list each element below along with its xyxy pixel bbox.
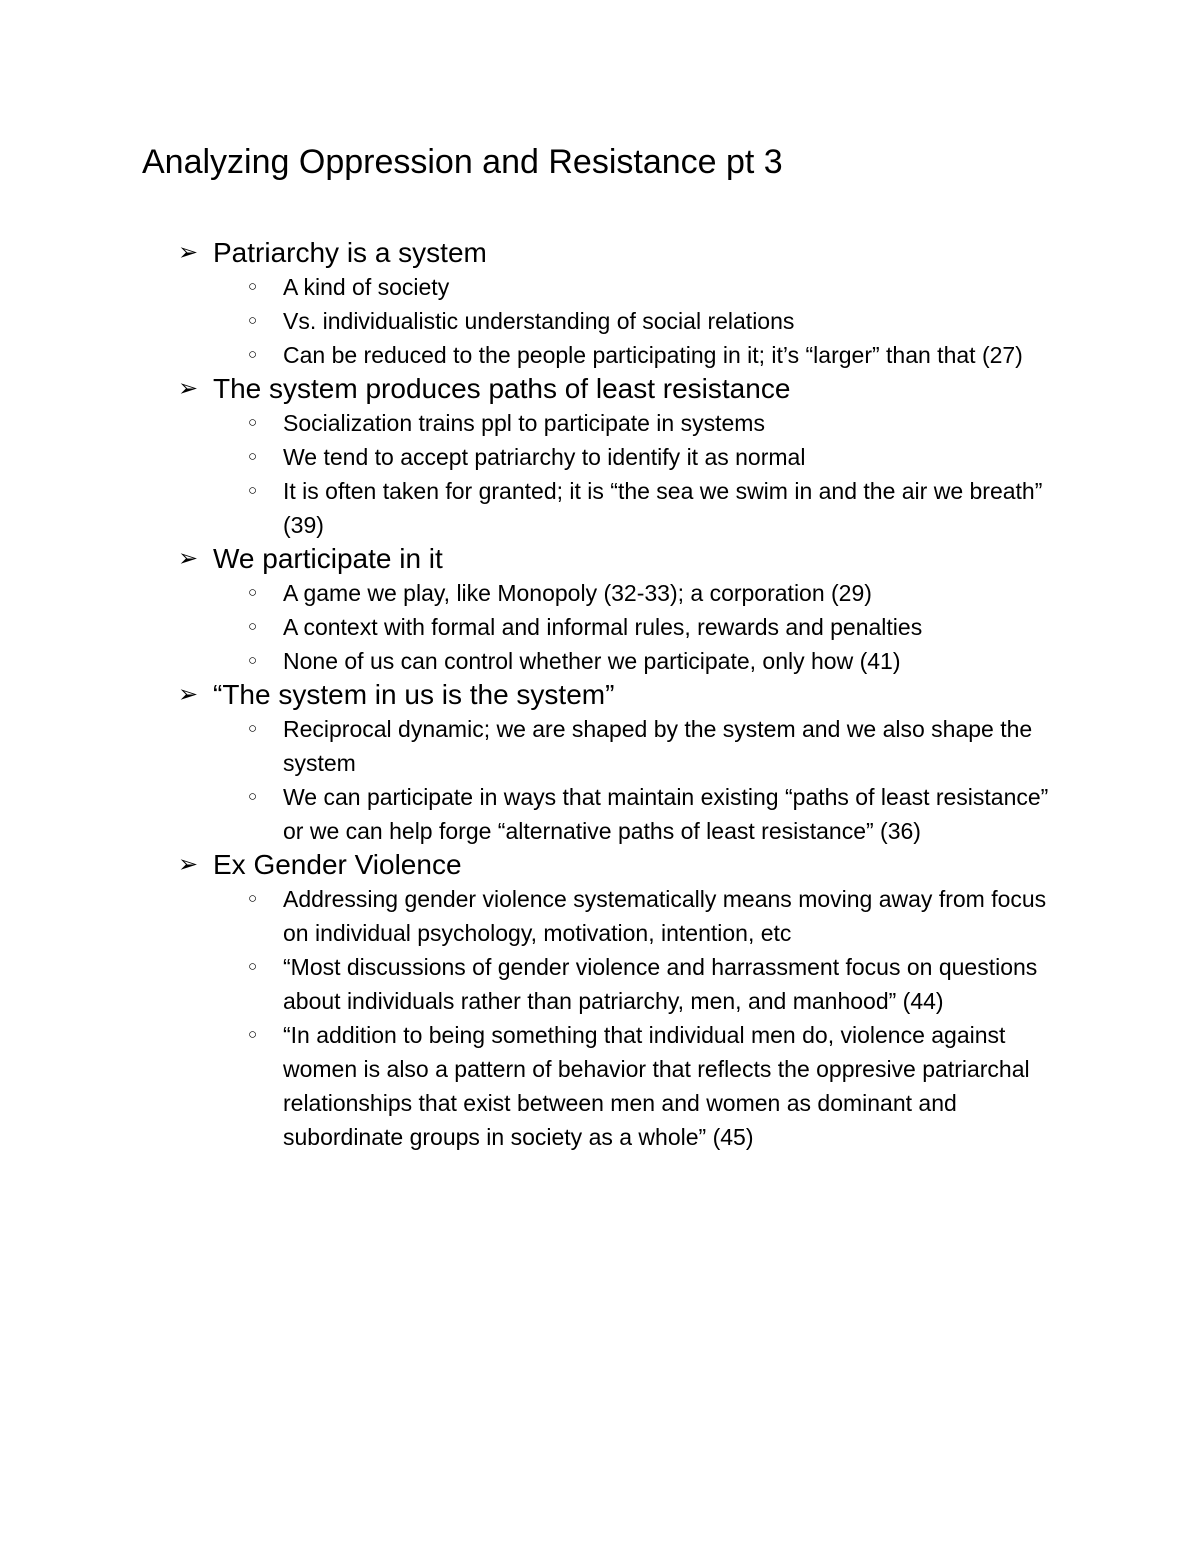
- circle-bullet-icon: ○: [248, 958, 258, 975]
- circle-bullet-icon: ○: [248, 584, 258, 601]
- list-item-text: We tend to accept patriarchy to identify it as normal: [283, 444, 806, 470]
- arrow-bullet-icon: ➢: [178, 851, 199, 878]
- list-item-text: A kind of society: [283, 274, 450, 300]
- document-title: Analyzing Oppression and Resistance pt 3: [142, 143, 783, 181]
- list-item: [0, 304, 1055, 338]
- circle-bullet-icon: ○: [248, 788, 258, 805]
- section-heading-text: “The system in us is the system”: [213, 679, 615, 710]
- outline-section: [0, 236, 1200, 372]
- list-item: [0, 644, 1055, 678]
- list-item: [0, 440, 1055, 474]
- section-heading-text: We participate in it: [213, 543, 443, 574]
- list-item: [0, 1018, 1055, 1154]
- section-heading: [0, 678, 1200, 712]
- sub-list: [0, 270, 1200, 372]
- outline-section: [0, 542, 1200, 678]
- arrow-bullet-icon: ➢: [178, 545, 199, 572]
- section-heading-text: Ex Gender Violence: [213, 849, 462, 880]
- list-item-text: It is often taken for granted; it is “the sea we swim in and the air we breath” (39): [283, 478, 1043, 538]
- circle-bullet-icon: ○: [248, 1026, 258, 1043]
- sub-list: [0, 406, 1200, 542]
- sub-list: [0, 882, 1200, 1154]
- circle-bullet-icon: ○: [248, 482, 258, 499]
- sub-list: [0, 576, 1200, 678]
- circle-bullet-icon: ○: [248, 414, 258, 431]
- list-item: [0, 406, 1055, 440]
- circle-bullet-icon: ○: [248, 890, 258, 907]
- list-item: [0, 950, 1055, 1018]
- list-item: [0, 474, 1055, 542]
- circle-bullet-icon: ○: [248, 346, 258, 363]
- list-item: [0, 882, 1055, 950]
- outline-list: [0, 236, 1200, 1154]
- outline-section: [0, 678, 1200, 848]
- circle-bullet-icon: ○: [248, 312, 258, 329]
- list-item: [0, 270, 1055, 304]
- list-item-text: Reciprocal dynamic; we are shaped by the system and we also shape the system: [283, 716, 1033, 776]
- arrow-bullet-icon: ➢: [178, 375, 199, 402]
- sub-list: [0, 712, 1200, 848]
- list-item: [0, 712, 1055, 780]
- circle-bullet-icon: ○: [248, 448, 258, 465]
- list-item: [0, 576, 1055, 610]
- list-item-text: None of us can control whether we participate, only how (41): [283, 648, 901, 674]
- list-item-text: Socialization trains ppl to participate in systems: [283, 410, 765, 436]
- outline-section: [0, 848, 1200, 1154]
- list-item-text: Addressing gender violence systematically means moving away from focus on individual psychology, motivation, intention, etc: [283, 886, 1047, 946]
- section-heading: [0, 236, 1200, 270]
- arrow-bullet-icon: ➢: [178, 239, 199, 266]
- section-heading: [0, 372, 1200, 406]
- list-item-text: “Most discussions of gender violence and harrassment focus on questions about individuals rather than patriarchy, men, and manhood” (44): [283, 954, 1038, 1014]
- list-item-text: Can be reduced to the people participating in it; it’s “larger” than that (27): [283, 342, 1023, 368]
- list-item-text: We can participate in ways that maintain existing “paths of least resistance” or we can help forge “alternative paths of least resistance” (36): [283, 784, 1049, 844]
- list-item-text: Vs. individualistic understanding of social relations: [283, 308, 795, 334]
- list-item: [0, 610, 1055, 644]
- circle-bullet-icon: ○: [248, 652, 258, 669]
- outline-section: [0, 372, 1200, 542]
- section-heading-text: Patriarchy is a system: [213, 237, 487, 268]
- list-item-text: A context with formal and informal rules, rewards and penalties: [283, 614, 923, 640]
- section-heading: [0, 848, 1200, 882]
- circle-bullet-icon: ○: [248, 618, 258, 635]
- circle-bullet-icon: ○: [248, 720, 258, 737]
- list-item-text: A game we play, like Monopoly (32-33); a corporation (29): [283, 580, 872, 606]
- section-heading-text: The system produces paths of least resistance: [213, 373, 791, 404]
- circle-bullet-icon: ○: [248, 278, 258, 295]
- section-heading: [0, 542, 1200, 576]
- list-item: [0, 780, 1055, 848]
- list-item-text: “In addition to being something that individual men do, violence against women is also a pattern of behavior that reflects the oppresive patriarchal relationships that exist between men and women as dominant and subordinate groups in society as a whole” (45): [283, 1022, 1030, 1150]
- arrow-bullet-icon: ➢: [178, 681, 199, 708]
- list-item: [0, 338, 1055, 372]
